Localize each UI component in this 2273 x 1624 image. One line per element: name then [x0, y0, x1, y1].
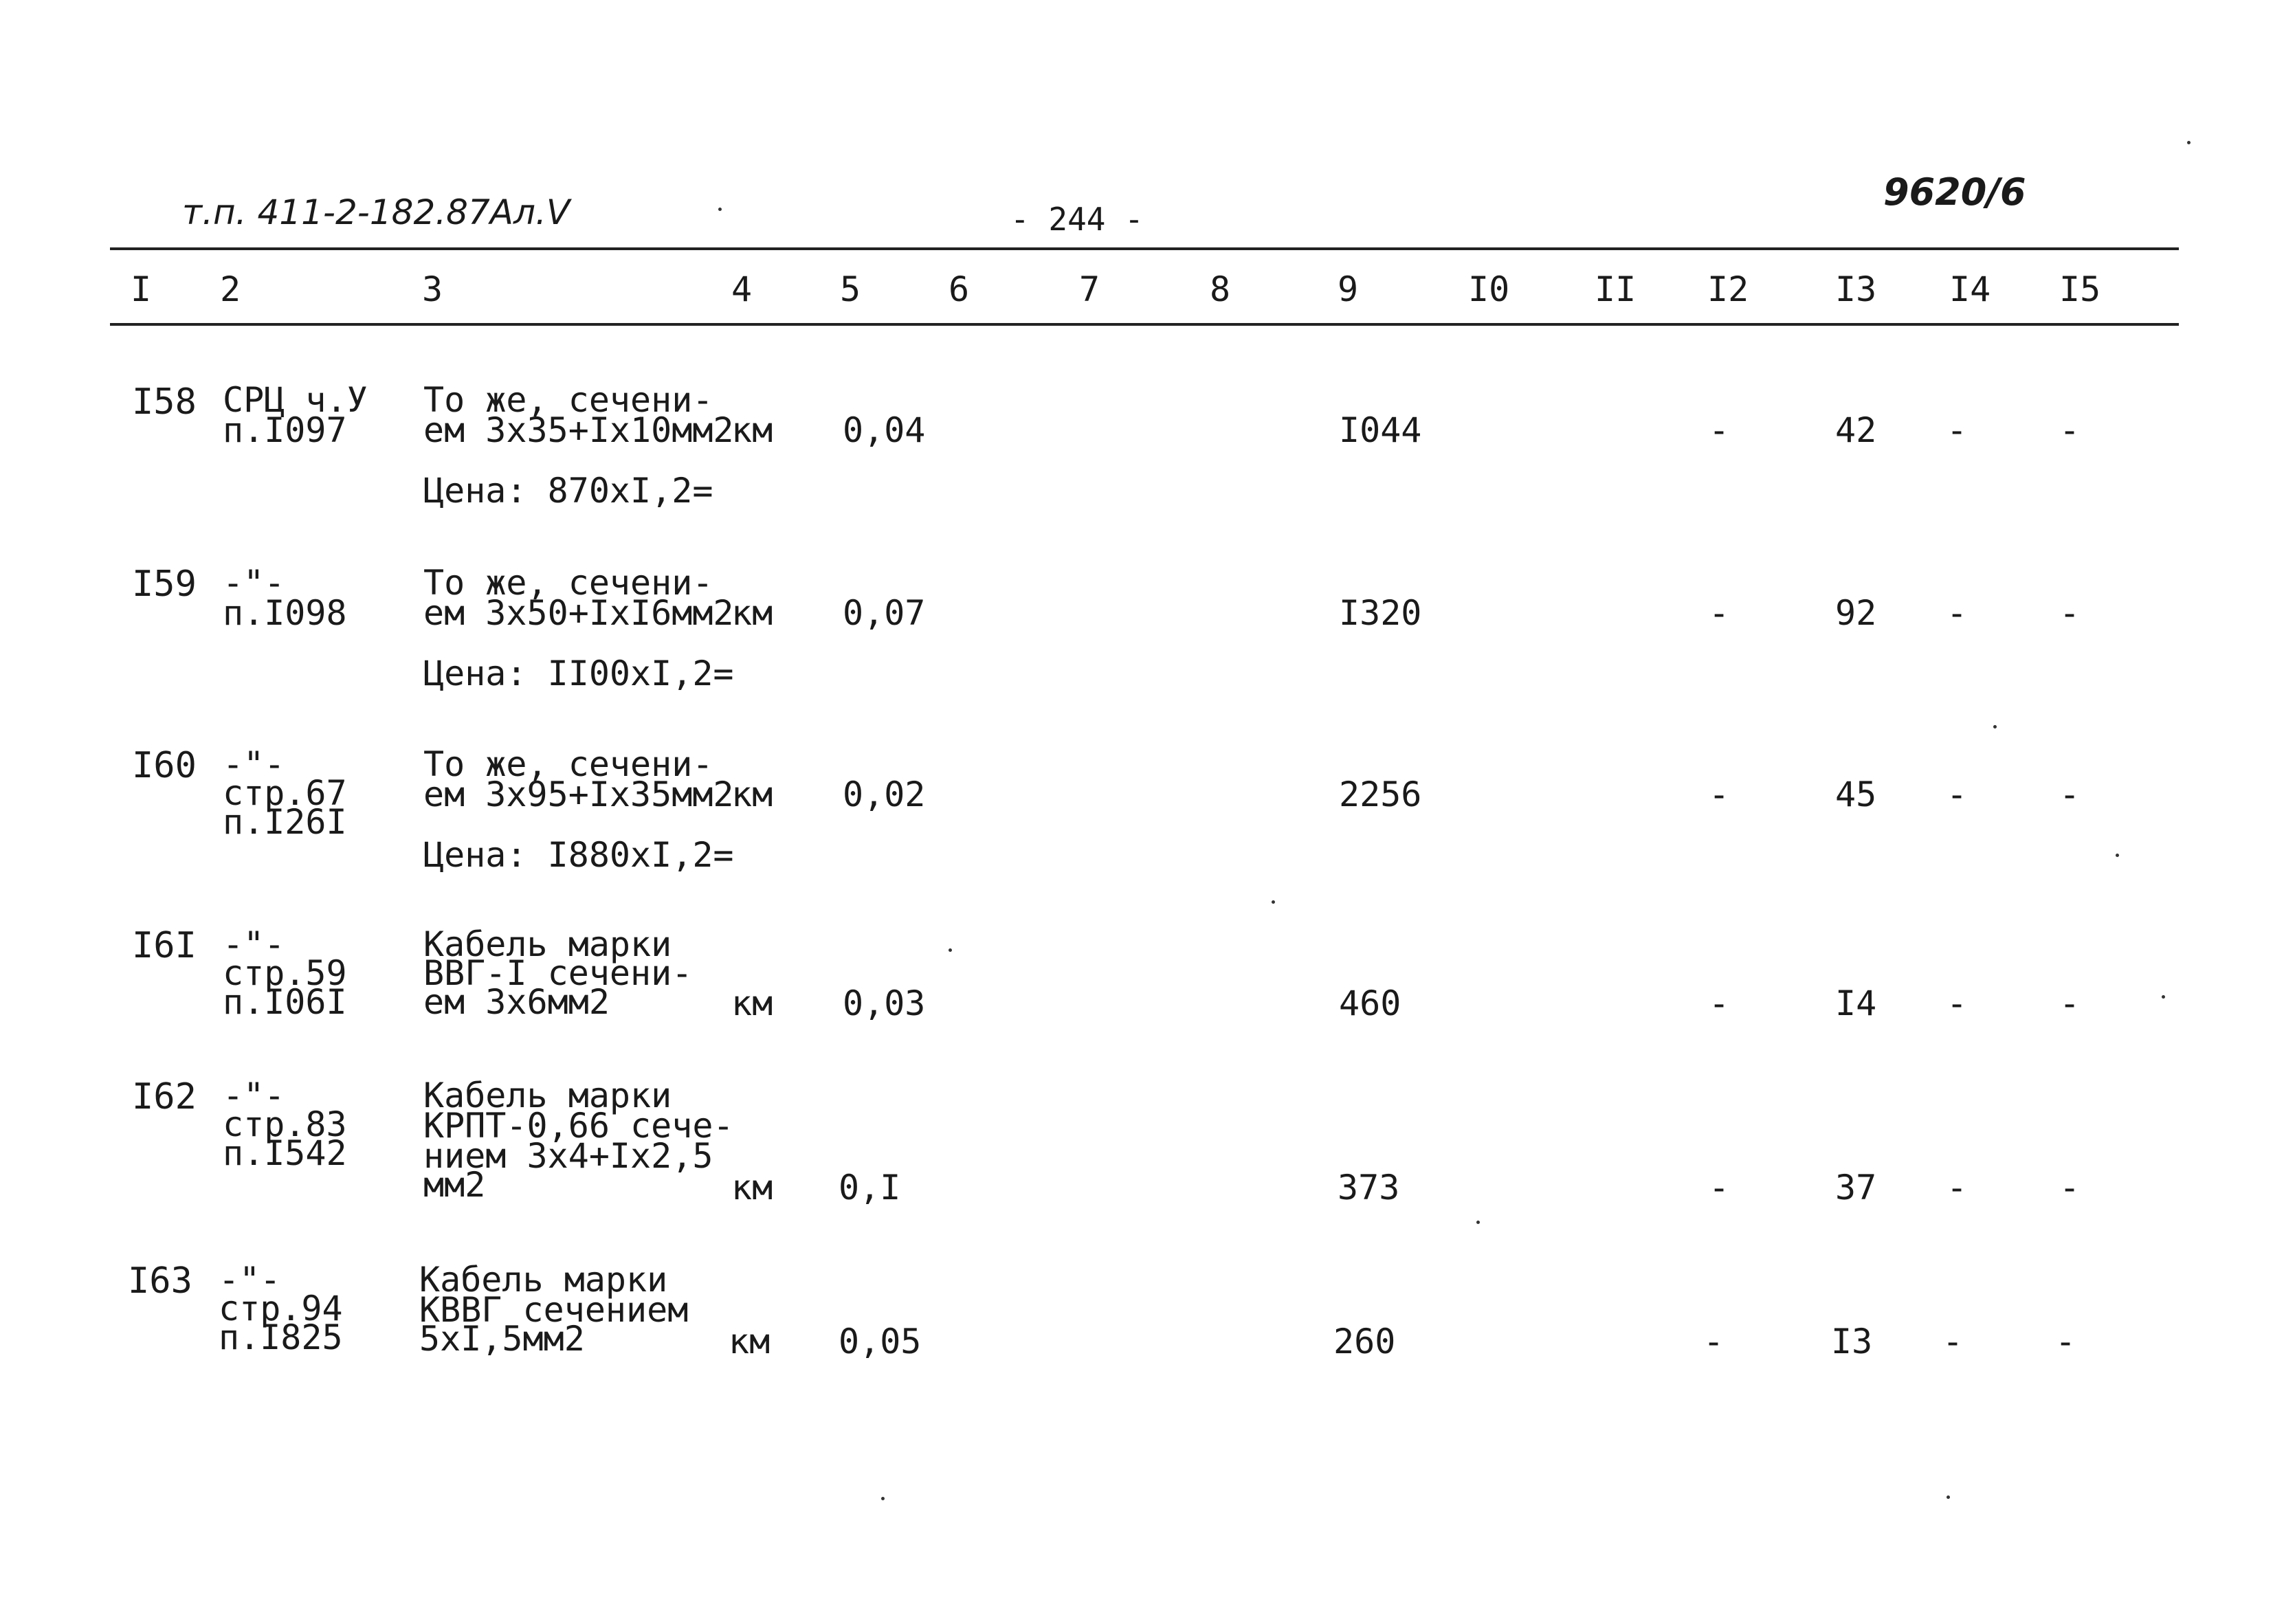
row-unit: км: [729, 1322, 770, 1361]
row-desc-line: ем 3х95+Iх35мм2: [423, 775, 734, 814]
row-desc-line: ем 3х50+IхI6мм2: [423, 593, 734, 633]
row-col14: -: [1947, 1168, 1968, 1208]
scan-speck: [881, 1497, 885, 1500]
row-qty: 0,I: [839, 1168, 901, 1208]
row-col15: -: [2059, 1168, 2081, 1208]
row-desc-line: мм2: [423, 1165, 486, 1205]
row-price: Цена: II00хI,2=: [423, 654, 734, 693]
col-header-15: I5: [2059, 269, 2101, 309]
row-col12: -: [1709, 983, 1730, 1023]
row-price: Цена: 870хI,2=: [423, 471, 713, 511]
row-col14: -: [1947, 983, 1968, 1023]
row-col15: -: [2055, 1322, 2076, 1361]
row-col14: -: [1947, 410, 1968, 450]
row-ref-line: -"-: [223, 924, 285, 964]
row-unit: км: [731, 775, 773, 814]
row-ref-line: п.I06I: [223, 982, 347, 1022]
row-unit: км: [731, 983, 773, 1023]
col-header-7: 7: [1079, 269, 1100, 309]
row-desc-line: То же, сечени-: [423, 744, 713, 784]
row-ref-line: -"-: [219, 1260, 281, 1300]
row-ref-line: стр.94: [219, 1289, 343, 1328]
row-col13: 37: [1835, 1168, 1877, 1208]
col-header-12: I2: [1707, 269, 1749, 309]
row-col14: -: [1942, 1322, 1964, 1361]
row-col13: 42: [1835, 410, 1877, 450]
row-col15: -: [2059, 983, 2081, 1023]
header-top-rule: [110, 247, 2179, 250]
row-col12: -: [1709, 1168, 1730, 1208]
row-ref-line: -"-: [223, 563, 285, 603]
scan-speck: [2162, 995, 2165, 999]
row-col9: 2256: [1339, 775, 1422, 814]
row-desc-line: Кабель марки: [423, 1076, 672, 1115]
row-ref-line: СРЦ ч.У: [223, 380, 368, 420]
row-desc-line: Кабель марки: [419, 1260, 668, 1300]
row-desc-line: ем 3х6мм2: [423, 982, 610, 1022]
row-col9: 460: [1339, 983, 1401, 1023]
scan-speck: [2187, 141, 2191, 144]
col-header-10: I0: [1468, 269, 1510, 309]
row-number: I6I: [132, 925, 197, 966]
col-header-11: II: [1595, 269, 1637, 309]
row-unit: км: [731, 1168, 773, 1208]
col-header-8: 8: [1210, 269, 1231, 309]
row-qty: 0,04: [843, 410, 926, 450]
row-number: I62: [132, 1076, 197, 1117]
row-unit: км: [731, 410, 773, 450]
row-col13: 92: [1835, 593, 1877, 633]
row-col9: I044: [1339, 410, 1422, 450]
col-header-3: 3: [422, 269, 443, 309]
row-col12: -: [1709, 410, 1730, 450]
col-header-4: 4: [731, 269, 753, 309]
row-number: I63: [128, 1260, 192, 1302]
row-col13: I3: [1831, 1322, 1873, 1361]
row-desc-line: То же, сечени-: [423, 380, 713, 420]
row-ref-line: стр.67: [223, 773, 347, 813]
row-price: Цена: I880хI,2=: [423, 835, 734, 875]
scan-speck: [2116, 854, 2119, 857]
row-number: I60: [132, 745, 197, 786]
col-header-14: I4: [1949, 269, 1991, 309]
row-col13: I4: [1835, 983, 1877, 1023]
sheet-code: 9620/6: [1883, 170, 2026, 214]
scan-speck: [949, 948, 952, 952]
row-col15: -: [2059, 410, 2081, 450]
scan-speck: [718, 208, 722, 211]
row-col14: -: [1947, 775, 1968, 814]
row-ref-line: -"-: [223, 744, 285, 784]
row-col9: I320: [1339, 593, 1422, 633]
page-number: - 244 -: [1010, 201, 1144, 238]
row-desc-line: ем 3х35+Iх10мм2: [423, 410, 734, 450]
row-desc-line: То же, сечени-: [423, 563, 713, 603]
row-desc-line: 5хI,5мм2: [419, 1319, 585, 1359]
row-col13: 45: [1835, 775, 1877, 814]
row-unit: км: [731, 593, 773, 633]
scan-speck: [1272, 900, 1275, 904]
header-bottom-rule: [110, 323, 2179, 326]
row-ref-line: п.I097: [223, 410, 347, 450]
row-col15: -: [2059, 775, 2081, 814]
row-col12: -: [1703, 1322, 1725, 1361]
row-col9: 260: [1333, 1322, 1396, 1361]
row-ref-line: п.I542: [223, 1133, 347, 1173]
row-qty: 0,07: [843, 593, 926, 633]
col-header-9: 9: [1338, 269, 1359, 309]
scan-speck: [1947, 1495, 1950, 1499]
row-desc-line: КВВГ сечением: [419, 1290, 689, 1330]
row-desc-line: ВВГ-I сечени-: [423, 953, 693, 993]
row-ref-line: стр.59: [223, 953, 347, 993]
col-header-13: I3: [1835, 269, 1877, 309]
scan-speck: [1993, 725, 1997, 728]
col-header-2: 2: [220, 269, 241, 309]
project-code: т.п. 411-2-182.87Ал.V: [182, 192, 570, 232]
row-desc-line: нием 3х4+Iх2,5: [423, 1136, 713, 1176]
row-ref-line: п.I26I: [223, 802, 347, 842]
scan-speck: [1476, 1221, 1480, 1224]
row-number: I59: [132, 564, 197, 605]
row-col15: -: [2059, 593, 2081, 633]
row-desc-line: КРПТ-0,66 сече-: [423, 1106, 734, 1146]
row-col12: -: [1709, 775, 1730, 814]
row-ref-line: п.I825: [219, 1317, 343, 1357]
row-qty: 0,02: [843, 775, 926, 814]
row-ref-line: стр.83: [223, 1104, 347, 1144]
row-qty: 0,03: [843, 983, 926, 1023]
row-col14: -: [1947, 593, 1968, 633]
row-ref-line: -"-: [223, 1076, 285, 1115]
row-col12: -: [1709, 593, 1730, 633]
row-col9: 373: [1338, 1168, 1400, 1208]
row-number: I58: [132, 381, 197, 423]
col-header-5: 5: [840, 269, 861, 309]
col-header-1: I: [131, 269, 152, 309]
col-header-6: 6: [949, 269, 970, 309]
row-desc-line: Кабель марки: [423, 924, 672, 964]
row-ref-line: п.I098: [223, 593, 347, 633]
row-qty: 0,05: [839, 1322, 922, 1361]
